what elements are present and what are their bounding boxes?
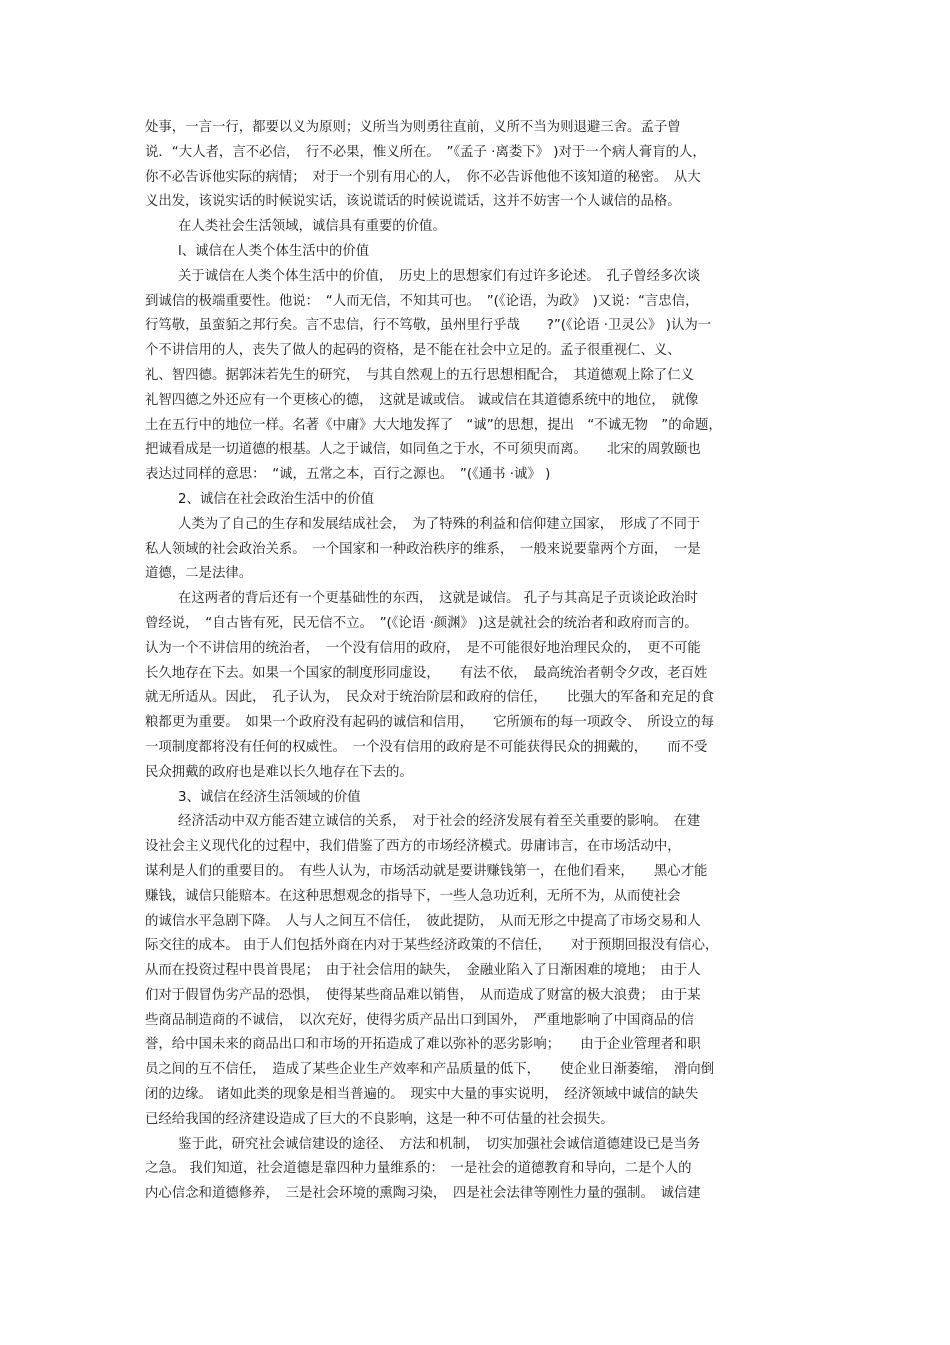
text-line: 员之间的互不信任， 造成了某些企业生产效率和产品质量的低下， 使企业日渐萎缩， 滑向倒 <box>145 1062 715 1078</box>
text-line: 关于诚信在人类个体生活中的价值， 历史上的思想家们有过许多论述。 孔子曾经多次谈 <box>178 268 701 284</box>
text-line: 设社会主义现代化的过程中，我们借鉴了西方的市场经济模式。毋庸讳言，在市场活动中， <box>145 839 681 855</box>
text-line: l、诚信在人类个体生活中的价值 <box>178 243 370 259</box>
text-line: 在人类社会生活领域，诚信具有重要的价值。 <box>178 219 446 235</box>
text-line: 道德，二是法律。 <box>145 566 253 582</box>
text-line: 一项制度都将没有任何的权威性。 一个没有信用的政府是不可能获得民众的拥戴的， 而不受 <box>145 739 708 755</box>
text-line: 民众拥戴的政府也是难以长久地存在下去的。 <box>145 764 413 780</box>
text-line: 礼智四德之外还应有一个更核心的德， 这就是诚或信。 诚或信在其道德系统中的地位， 就像 <box>145 392 699 408</box>
text-line: 经济活动中双方能否建立诚信的关系， 对于社会的经济发展有着至关重要的影响。 在建 <box>178 814 701 830</box>
text-line: 誉，给中国未来的商品出口和市场的开拓造成了难以弥补的恶劣影响； 由于企业管理者和职 <box>145 1037 701 1053</box>
text-line: 谋利是人们的重要目的。 有些人认为，市场活动就是要讲赚钱第一，在他们看来， 黑心才能 <box>145 863 708 879</box>
text-line: 表达过同样的意思： “诚，五常之本，百行之源也。 ”(《通书 ·诚》 ) <box>145 467 551 483</box>
text-line: 3、诚信在经济生活领域的价值 <box>178 789 361 805</box>
text-line: 把诚看成是一切道德的根基。人之于诚信，如同鱼之于水，不可须臾而离。 北宋的周敦颐也 <box>145 442 701 458</box>
text-line: 私人领域的社会政治关系。 一个国家和一种政治秩序的维系， 一般来说要靠两个方面， 一是 <box>145 541 701 557</box>
text-line: 人类为了自己的生存和发展结成社会， 为了特殊的利益和信仰建立国家， 形成了不同于 <box>178 516 701 532</box>
text-line: 们对于假冒伪劣产品的恐惧， 使得某些商品难以销售， 从而造成了财富的极大浪费； 由于某 <box>145 987 701 1003</box>
text-line: 行笃敬，虽蛮貊之邦行矣。言不忠信，行不笃敬，虽州里行乎哉 ?”(《论语 ·卫灵公》 )认为一 <box>145 318 712 334</box>
text-line: 个不讲信用的人，丧失了做人的起码的资格，是不能在社会中立足的。孟子很重视仁、义、 <box>145 343 681 359</box>
text-line: 闭的边缘。 诸如此类的现象是相当普遍的。 现实中大量的事实说明， 经济领域中诚信的缺失 <box>145 1087 699 1103</box>
text-line: 粮都更为重要。 如果一个政府没有起码的诚信和信用， 它所颁布的每一项政令、 所设立的每 <box>145 715 715 731</box>
text-line: 的诚信水平急剧下降。 人与人之间互不信任， 彼此提防， 从而无形之中提高了市场交易和人 <box>145 913 701 929</box>
text-line: 鉴于此，研究社会诚信建设的途径、 方法和机制， 切实加强社会诚信道德建设已是当务 <box>178 1136 701 1152</box>
text-line: 2、诚信在社会政治生活中的价值 <box>178 491 374 507</box>
text-line: 礼、智四德。据郭沫若先生的研究， 与其自然观上的五行思想相配合， 其道德观上除了仁义 <box>145 367 695 383</box>
text-line: 已经给我国的经济建设造成了巨大的不良影响，这是一种不可估量的社会损失。 <box>145 1111 614 1127</box>
text-line: 际交往的成本。 由于人们包括外商在内对于某些经济政策的不信任， 对于预期回报没有信心， <box>145 938 719 954</box>
text-line: 从而在投资过程中畏首畏尾； 由于社会信用的缺失， 金融业陷入了日渐困难的境地； 由于人 <box>145 963 701 979</box>
document-body <box>145 116 810 1207</box>
text-line: 土在五行中的地位一样。名著《中庸》大大地发挥了 “诚”的思想，提出 “不诚无物 ”的命题， <box>145 417 722 433</box>
text-line: 曾经说， “自古皆有死，民无信不立。 ”(《论语 ·颜渊》 )这是就社会的统治者和政府而言的。 <box>145 615 698 631</box>
text-line: 就无所适从。因此， 孔子认为， 民众对于统治阶层和政府的信任， 比强大的军备和充足的食 <box>145 690 715 706</box>
text-line: 在这两者的背后还有一个更基础性的东西， 这就是诚信。 孔子与其高足子贡谈论政治时 <box>178 591 698 607</box>
text-line: 义出发，该说实话的时候说实话，该说谎话的时候说谎话，这并不妨害一个人诚信的品格。 <box>145 194 681 210</box>
text-line: 认为一个不讲信用的统治者， 一个没有信用的政府， 是不可能很好地治理民众的， 更不可能 <box>145 640 701 656</box>
text-line: 说．“大人者，言不必信， 行不必果，惟义所在。 ”《孟子 ·离娄下》 )对于一个病人膏肓的人， <box>145 144 706 160</box>
text-line: 之急。 我们知道，社会道德是靠四种力量维系的： 一是社会的道德教育和导向，二是个人的 <box>145 1161 692 1177</box>
text-line: 到诚信的极端重要性。他说： “人而无信，不知其可也。 ”(《论语，为政》 )又说：“言忠信， <box>145 293 699 309</box>
text-line: 长久地存在下去。如果一个国家的制度形同虚设， 有法不依， 最高统治者朝令夕改，老百姓 <box>145 665 708 681</box>
text-line: 赚钱，诚信只能赔本。在这种思想观念的指导下，一些人急功近利，无所不为，从而使社会 <box>145 888 681 904</box>
text-line: 你不必告诉他实际的病情； 对于一个别有用心的人， 你不必告诉他他不该知道的秘密。 从大 <box>145 169 701 185</box>
text-line: 些商品制造商的不诚信， 以次充好，使得劣质产品出口到国外， 严重地影响了中国商品的信 <box>145 1012 695 1028</box>
text-line: 内心信念和道德修养， 三是社会环境的熏陶习染， 四是社会法律等刚性力量的强制。 诚信建 <box>145 1186 701 1202</box>
text-line: 处事，一言一行，都要以义为原则；义所当为则勇往直前，义所不当为则退避三舍。孟子曾 <box>145 120 681 135</box>
